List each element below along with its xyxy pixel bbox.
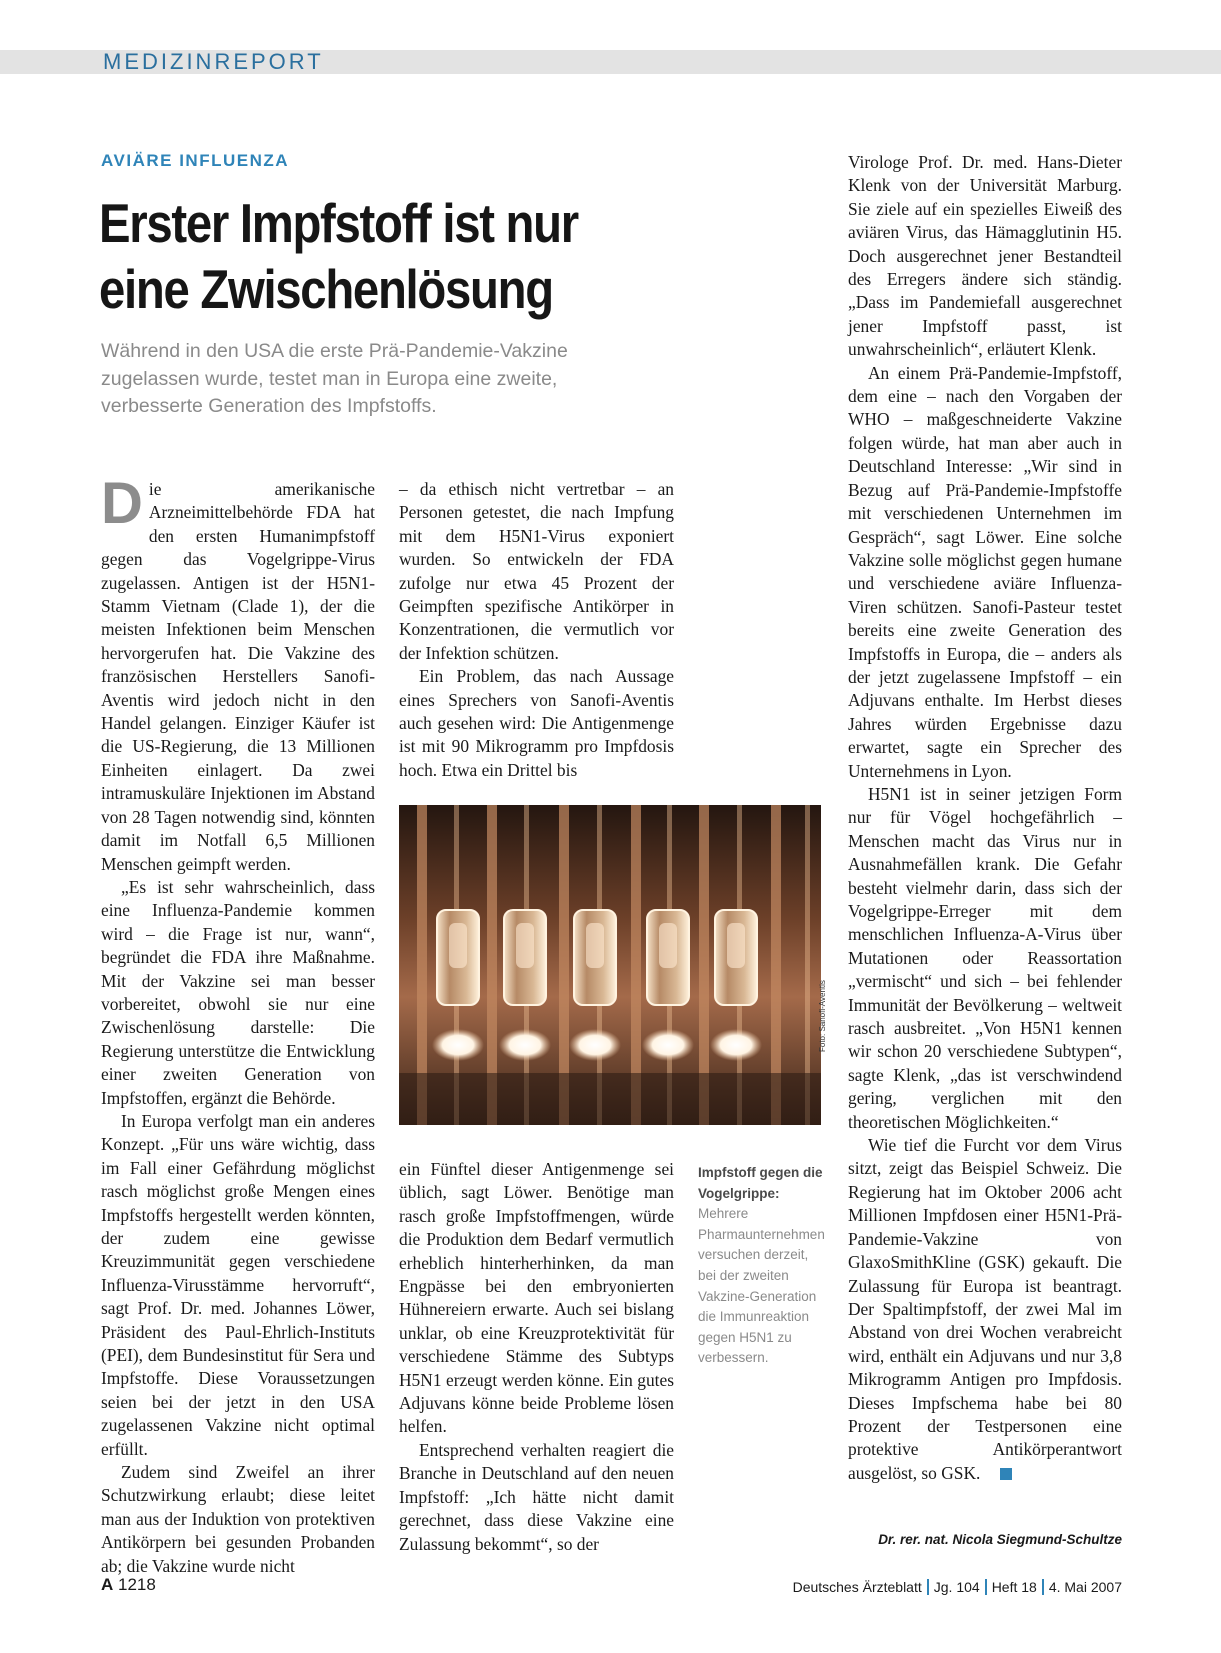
journal-volume: Jg. 104 [933,1579,980,1595]
footer-separator [1042,1579,1044,1595]
paragraph: Zudem sind Zweifel an ihrer Schutzwirkung erlaubt; diese leitet man aus der Induktion von protektiven Antikörpern bei gesunden Probanden ab; die Vakzine wurde nicht [101,1462,375,1576]
journal-name: Deutsches Ärzteblatt [792,1579,922,1595]
drop-cap: D [101,471,143,536]
photo-caption [698,1163,823,1369]
paragraph: Ein Problem, das nach Aussage eines Sprechers von Sanofi-Aventis auch gesehen wird: Die Antigenmenge ist mit 90 Mikrogramm pro Impfdosis hoch. Etwa ein Drittel bis [399,666,674,780]
caption-text: Mehrere Pharmaunternehmen versuchen derzeit, bei der zweiten Vakzine-Generation die Immunreaktion gegen H5N1 zu verbessern. [698,1206,825,1366]
section-label: MEDIZINREPORT [103,49,324,74]
paragraph [101,471,375,876]
paragraph [848,1134,1122,1485]
footer-separator [927,1579,929,1595]
photo-credit: Foto: Sanofi-Aventis [818,980,827,1052]
article-column-1 [101,471,375,1578]
article-column-2-bottom [399,1158,674,1556]
page-number [101,1575,156,1595]
paragraph: ein Fünftel dieser Antigenmenge sei üblich, sagt Löwer. Benötige man rasch große Impfstoffmengen, würde die Produktion dem Bedarf vermutlich erheblich hinterherhinken, da man Engpässe bei den embryonierten Hühnereiern erwarte. Auch sei bislang unklar, ob eine Kreuzprotektivität für verschiedene Stämme des Subtyps H5N1 erzeugt werden könne. Ein gutes Adjuvans könne beide Probleme lösen helfen. [399,1159,674,1437]
paragraph: In Europa verfolgt man ein anderes Konzept. „Für uns wäre wichtig, dass im Fall einer Gefährdung möglichst rasch möglichst große Mengen eines Impfstoffs hergestellt werden könnten, der zudem eine gewisse Kreuzimmunität gegen verschiedene Influenza-Virusstämme hervorruft“, sagt Prof. Dr. med. Johannes Löwer, Präsident des Paul-Ehrlich-Instituts (PEI), dem Bundesinstitut für Sera und Impfstoffe. Diese Voraussetzungen seien bei der jetzt in den USA zugelassenen Vakzine nicht optimal erfüllt. [101,1110,375,1459]
end-of-article-square-icon [1000,1468,1012,1480]
paragraph: – da ethisch nicht vertretbar – an Personen getestet, die nach Impfung mit dem H5N1-Virus exponiert wurden. So entwickeln der FDA zufolge nur etwa 45 Prozent der Geimpften spezifische Antikörper in Konzentrationen, die vermutlich vor der Infektion schützen. [399,479,674,663]
journal-footer [793,1579,1122,1595]
article-column-3 [848,151,1122,1485]
paragraph: Entsprechend verhalten reagiert die Branche in Deutschland auf den neuen Impfstoff: „Ich hätte nicht damit gerechnet, dass diese Vakzine eine Zulassung bekommt“, so der [399,1439,674,1554]
paragraph: An einem Prä-Pandemie-Impfstoff, dem eine – nach den Vorgaben der WHO – maßgeschneiderte Vakzine folgen würde, hat man aber auch in Deutschland Interesse: „Wir sind in Bezug auf Prä-Pandemie-Impfstoffe mit verschiedenen Unternehmen im Gespräch“, sagt Löwer. Eine solche Vakzine solle möglichst gegen humane und verschiedene aviäre Influenza-Viren schützen. Sanofi-Pasteur testet bereits eine zweite Generation des Impfstoffs in Europa, die – anders als der jetzt zugelassene Impfstoff – ein Adjuvans enthalte. Im Herbst dieses Jahres würden Ergebnisse dazu erwartet, sagte ein Sprecher des Unternehmens in Lyon. [848,362,1122,781]
article-column-2-top [399,478,674,782]
paragraph-text: ie amerikanische Arzneimittelbehörde FDA hat den ersten Humanimpfstoff gegen das Vogelgrippe-Virus zugelassen. Antigen ist der H5N1-Stamm Vietnam (Clade 1), der die meisten Infektionen beim Menschen hervorgerufen hat. Die Vakzine des französischen Herstellers Sanofi-Aventis wird jedoch nicht in den Handel gelangen. Einziger Käufer ist die US-Regierung, die 13 Millionen Einheiten einlagert. Da zwei intramuskuläre Injektionen im Abstand von 28 Tagen notwendig sind, könnten damit im Notfall 6,5 Millionen Menschen geimpft werden. [101,479,375,874]
article-deck: Während in den USA die erste Prä-Pandemie-Vakzine zugelassen wurde, testet man in Europa eine zweite, verbesserte Generation des Impfstoffs. [101,340,568,417]
article-author: Dr. rer. nat. Nicola Siegmund-Schultze [878,1532,1122,1547]
paragraph: Virologe Prof. Dr. med. Hans-Dieter Klenk von der Universität Marburg. Sie ziele auf ein spezielles Eiweiß des aviären Virus, das Hämagglutinin H5. Doch ausgerechnet jener Bestandteil des Erregers ändere sich ständig. „Dass im Pandemiefall ausgerechnet jener Impfstoff passt, ist unwahrscheinlich“, erläutert Klenk. [848,152,1122,360]
paragraph-text: Wie tief die Furcht vor dem Virus sitzt, zeigt das Beispiel Schweiz. Die Regierung hat im Oktober 2006 acht Millionen Impfdosen einer H5N1-Prä-Pandemie-Vakzine von GlaxoSmithKline (GSK) gekauft. Die Zulassung für Europa ist beantragt. Der Spaltimpfstoff, der zwei Mal im Abstand von drei Wochen verabreicht wird, enthält ein Adjuvans und nur 3,8 Mikrogramm Antigen pro Impfdosis. Dieses Impfschema habe bei 80 Prozent der Testpersonen eine protektive Antikörperantwort ausgelöst, so GSK. [848,1135,1122,1483]
journal-issue: Heft 18 [991,1579,1037,1595]
paragraph: H5N1 ist in seiner jetzigen Form nur für Vögel hochgefährlich – Menschen macht das Virus nur in Ausnahmefällen krank. Die Gefahr besteht vielmehr darin, dass sich der Vogelgrippe-Erreger mit dem menschlichen Influenza-A-Virus über Mutationen oder Reassortation „vermischt“ und sich – bei fehlender Immunität der Bevölkerung – weltweit rasch ausbreitet. „Von H5N1 kennen wir schon 20 verschiedene Subtypen“, sagte Klenk, „das ist verschwindend gering, verglichen mit den theoretischen Möglichkeiten.“ [848,783,1122,1132]
journal-date: 4. Mai 2007 [1048,1579,1122,1595]
caption-title: Impfstoff gegen die Vogelgrippe: [698,1165,823,1201]
footer-separator [985,1579,987,1595]
article-kicker: AVIÄRE INFLUENZA [101,151,290,170]
vaccine-vials-photo [399,805,821,1125]
article-headline: Erster Impfstoff ist nur eine Zwischenlösung [99,192,578,320]
paragraph: „Es ist sehr wahrscheinlich, dass eine Influenza-Pandemie kommen wird – die Frage ist nur, wann“, begründet die FDA ihre Maßnahme. Mit der Vakzine sei man besser vorbereitet, obwohl sie nur eine Zwischenlösung darstelle: Die Regierung unterstütze die Entwicklung einer zweiten Generation von Impfstoffen, ergänzt die Behörde. [101,876,375,1108]
page-number-value: 1218 [118,1575,156,1594]
page-prefix: A [101,1575,114,1594]
